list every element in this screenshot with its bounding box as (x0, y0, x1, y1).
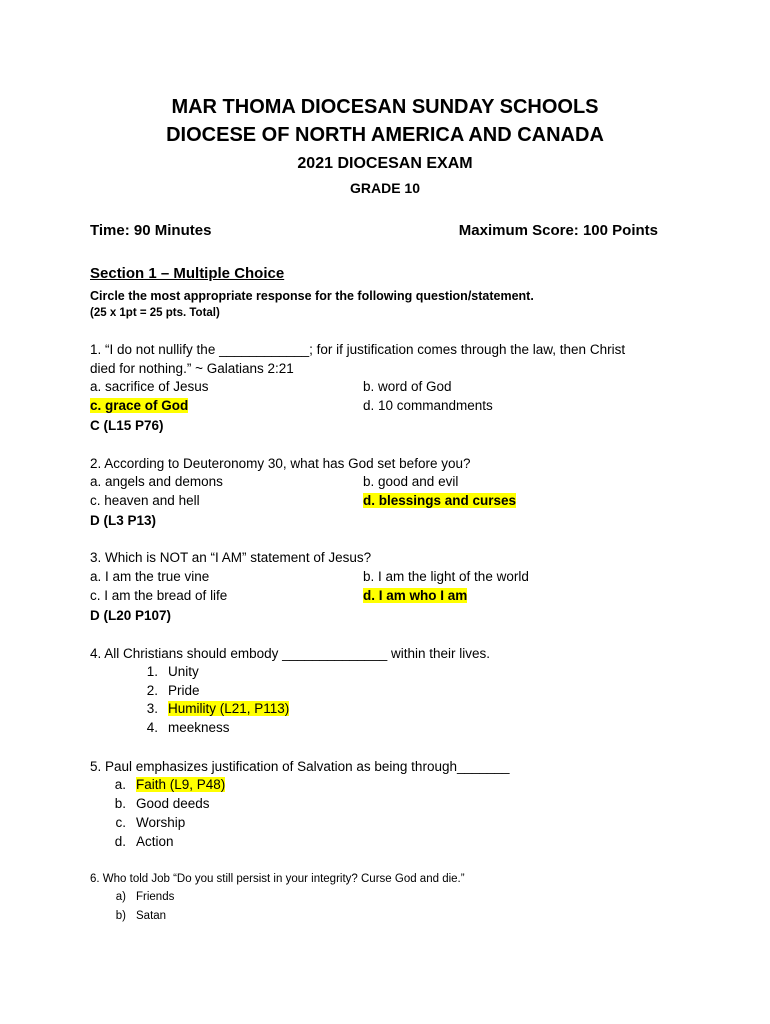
question-3-answer-ref: D (L20 P107) (90, 608, 172, 623)
question-3-text: 3. Which is NOT an “I AM” statement of Jesus? (90, 550, 372, 565)
list-text-highlighted: Faith (L9, P48) (136, 777, 226, 792)
question-5-item-a-answer (104, 777, 225, 792)
question-2-answer-ref: D (L3 P13) (90, 513, 157, 528)
list-text: Pride (168, 683, 200, 698)
list-number: 4. (146, 720, 158, 735)
header-title-line1: MAR THOMA DIOCESAN SUNDAY SCHOOLS (171, 96, 599, 118)
question-1-option-a: a. sacrifice of Jesus (90, 379, 209, 394)
header-title-line2: DIOCESE OF NORTH AMERICA AND CANADA (166, 124, 604, 146)
question-1-answer-ref: C (L15 P76) (90, 418, 164, 433)
list-number: 3. (146, 701, 158, 716)
header-grade: GRADE 10 (349, 180, 421, 196)
list-letter: c. (115, 815, 126, 830)
list-letter: b. (114, 796, 126, 811)
question-5-item-d (104, 834, 174, 849)
question-4-text: 4. All Christians should embody ______________ within their lives. (90, 646, 490, 661)
question-4-item-1 (136, 664, 199, 679)
question-3-option-c: c. I am the bread of life (90, 588, 228, 603)
question-2-option-d-answer: d. blessings and curses (363, 493, 517, 508)
list-text: Good deeds (136, 796, 210, 811)
list-text: Satan (136, 910, 167, 922)
list-letter: b) (115, 910, 126, 922)
section-points: (25 x 1pt = 25 pts. Total) (90, 307, 220, 319)
list-text: Worship (136, 815, 186, 830)
question-1-text-cont: died for nothing.” ~ Galatians 2:21 (90, 361, 294, 376)
question-2-option-a: a. angels and demons (90, 474, 223, 489)
question-1-option-c-answer: c. grace of God (90, 398, 189, 413)
question-2-option-b: b. good and evil (363, 474, 459, 489)
list-text: Friends (136, 891, 175, 903)
question-5-text: 5. Paul emphasizes justification of Salvation as being through_______ (90, 759, 510, 774)
question-1-text: 1. “I do not nullify the ____________; for if justification comes through the law, then Christ (90, 342, 626, 357)
question-5-item-c (104, 815, 185, 830)
question-4-item-3-answer (136, 701, 289, 716)
question-6-item-b (104, 910, 166, 922)
list-letter: d. (114, 834, 126, 849)
question-2-option-c: c. heaven and hell (90, 493, 200, 508)
question-4-item-4 (136, 720, 230, 735)
list-text: Unity (168, 664, 199, 679)
list-text-highlighted: Humility (L21, P113) (168, 701, 290, 716)
list-number: 1. (146, 664, 158, 679)
section-title: Section 1 – Multiple Choice (90, 265, 285, 282)
question-3-option-b: b. I am the light of the world (363, 569, 529, 584)
list-text: meekness (168, 720, 230, 735)
list-number: 2. (146, 683, 158, 698)
question-6-item-a (104, 891, 174, 903)
list-letter: a. (114, 777, 126, 792)
question-3-option-d-answer: d. I am who I am (363, 588, 468, 603)
question-3-option-a: a. I am the true vine (90, 569, 210, 584)
question-4-item-2 (136, 683, 200, 698)
time-limit: Time: 90 Minutes (90, 222, 212, 239)
list-text: Action (136, 834, 174, 849)
question-1-option-d: d. 10 commandments (363, 398, 493, 413)
question-5-item-b (104, 796, 210, 811)
maximum-score: Maximum Score: 100 Points (458, 222, 658, 239)
header-exam-title: 2021 DIOCESAN EXAM (297, 155, 473, 172)
list-letter: a) (115, 891, 126, 903)
question-1-option-b: b. word of God (363, 379, 452, 394)
section-instruction: Circle the most appropriate response for the following question/statement. (90, 289, 534, 303)
question-6-text: 6. Who told Job “Do you still persist in your integrity? Curse God and die.” (90, 873, 465, 885)
question-2-text: 2. According to Deuteronomy 30, what has God set before you? (90, 456, 471, 471)
